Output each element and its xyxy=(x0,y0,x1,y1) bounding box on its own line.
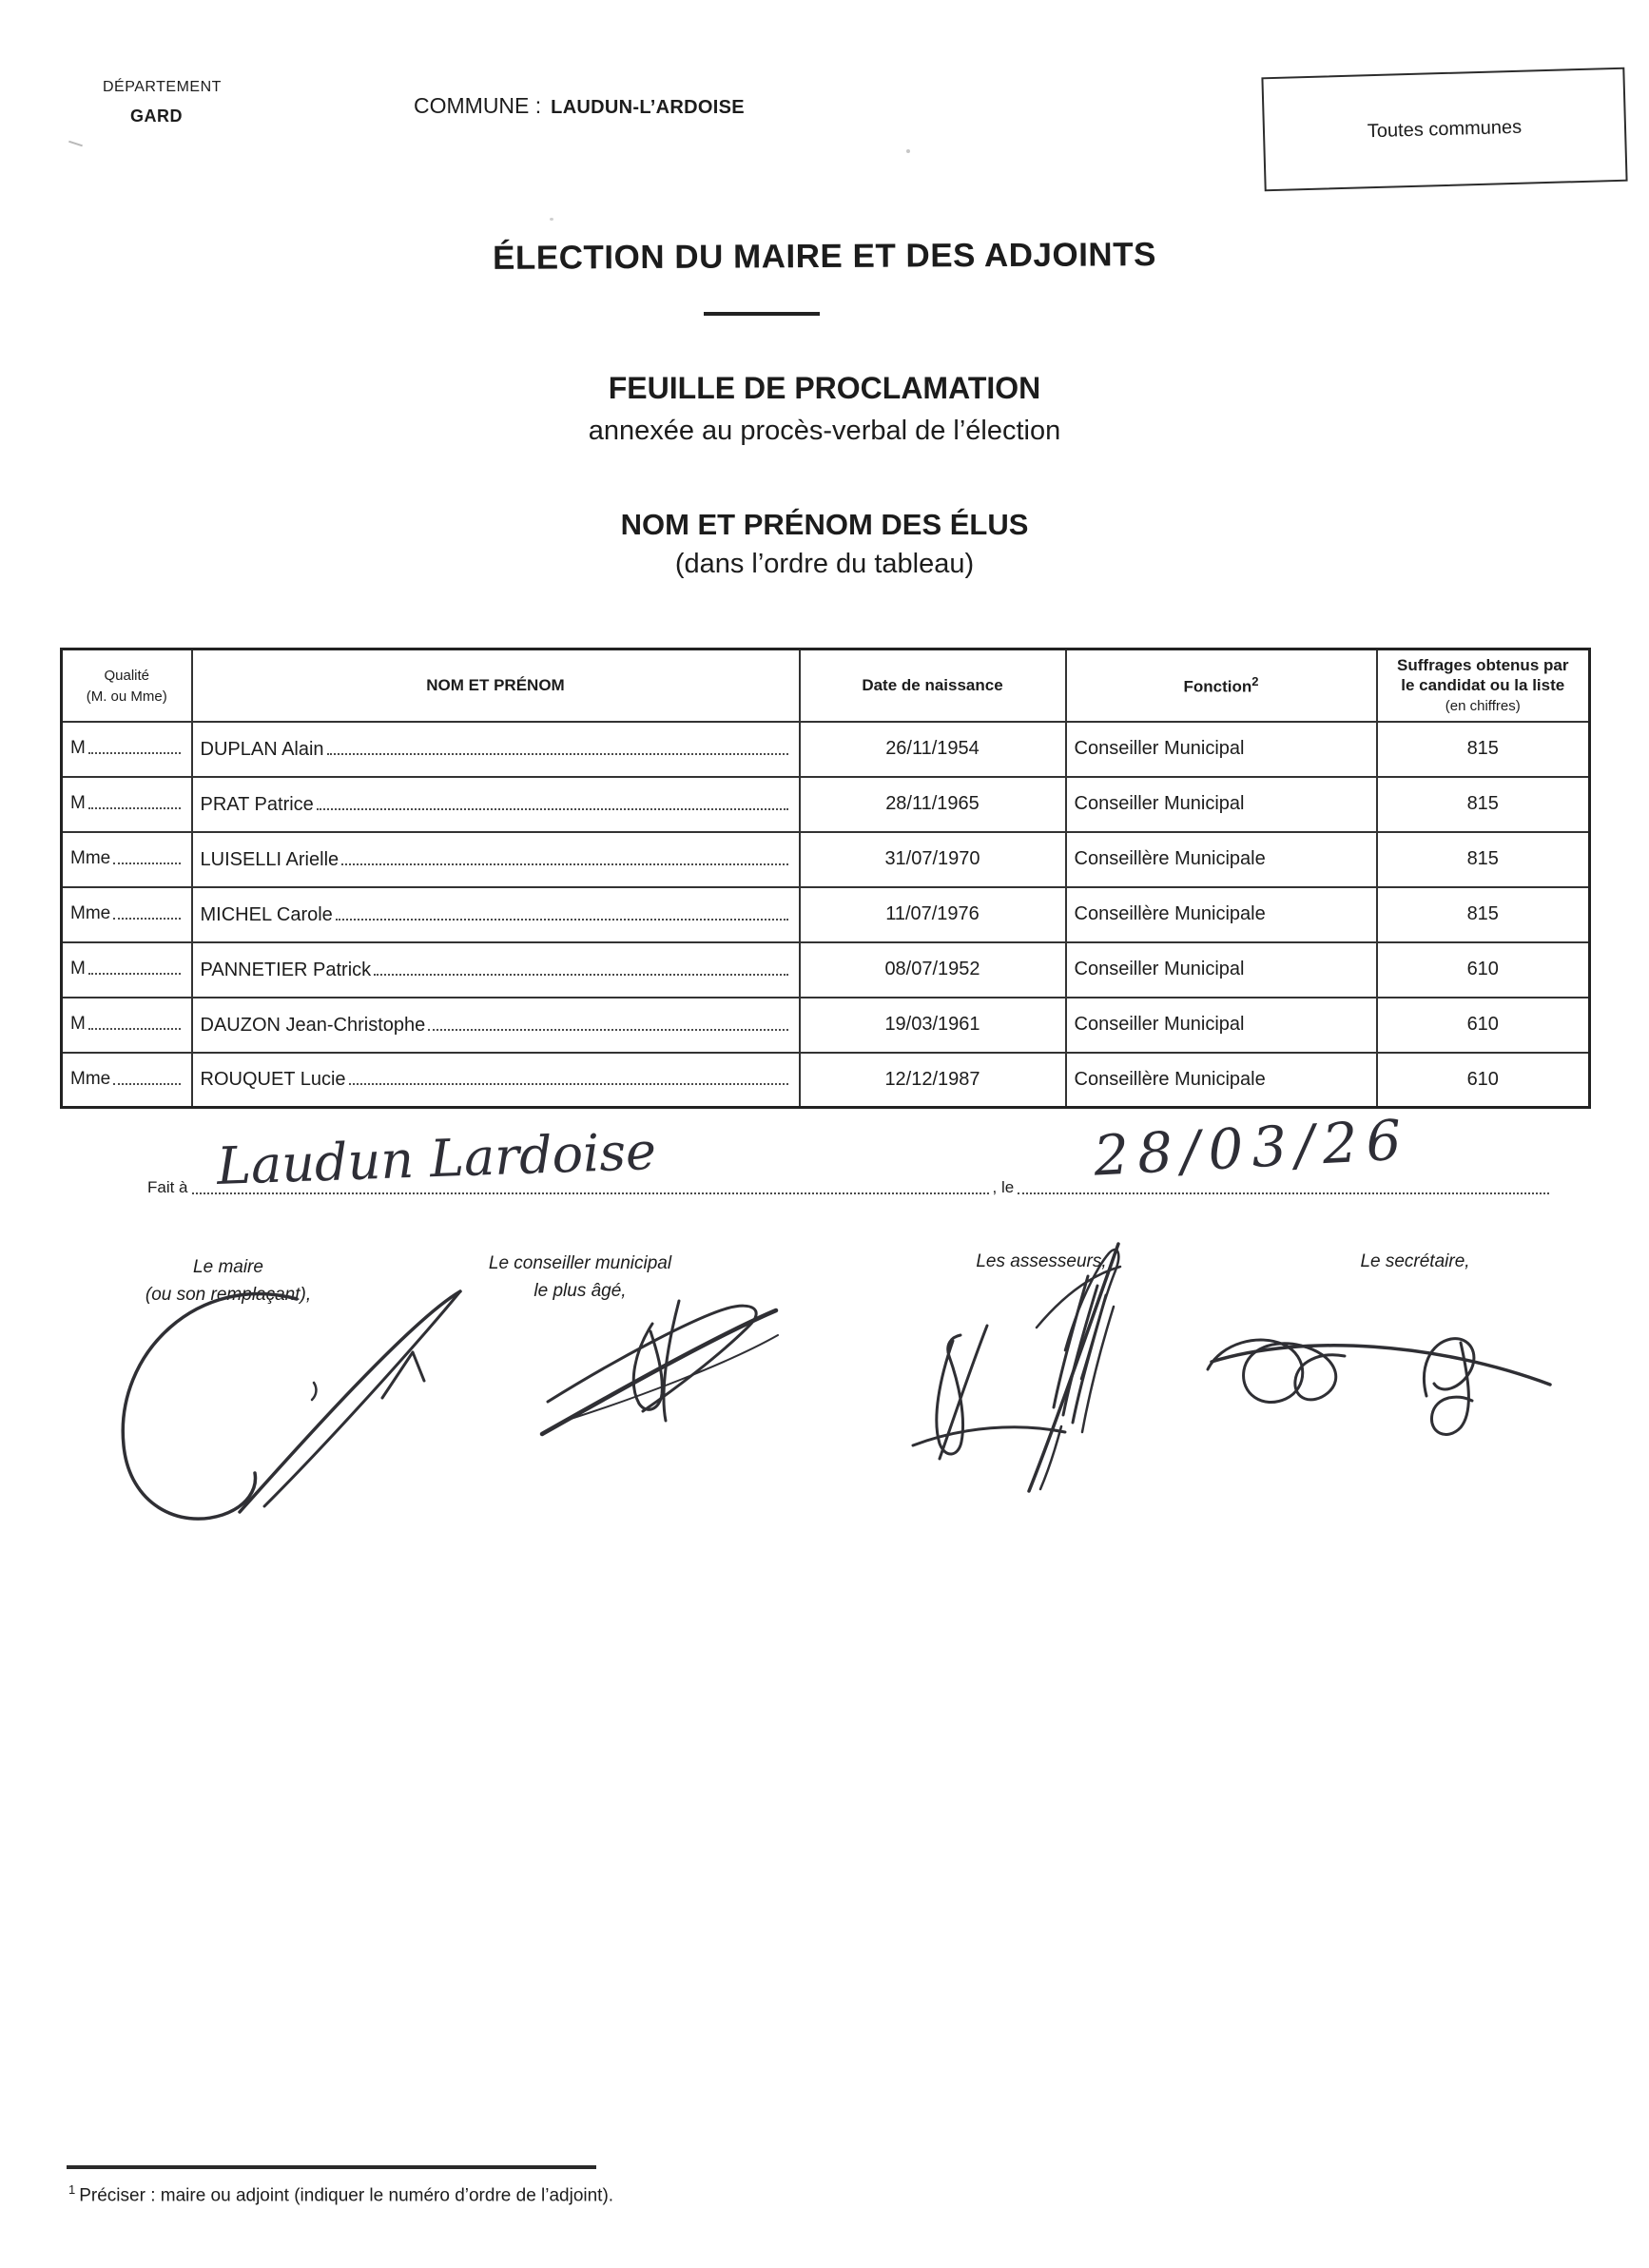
signature-conseiller xyxy=(533,1295,785,1443)
dotted-leader xyxy=(327,753,788,755)
cell-fonction: Conseillère Municipale xyxy=(1066,832,1377,887)
dotted-leader xyxy=(88,807,181,809)
header-qualite-line1: Qualité xyxy=(104,668,150,684)
fait-a-label: Fait à xyxy=(147,1178,188,1196)
table-row xyxy=(62,887,1590,942)
nom-value: DUPLAN Alain xyxy=(200,738,324,760)
elected-officials-table xyxy=(60,648,1591,1109)
cell-naissance: 26/11/1954 xyxy=(800,722,1066,777)
cell-nom xyxy=(192,1053,800,1108)
dotted-leader xyxy=(341,863,787,865)
table-row xyxy=(62,998,1590,1053)
qualite-value: Mme xyxy=(70,848,111,869)
cell-naissance: 11/07/1976 xyxy=(800,887,1066,942)
nom-value: PANNETIER Patrick xyxy=(200,959,372,980)
cell-suffrages: 610 xyxy=(1377,1053,1590,1108)
table-header-row xyxy=(62,649,1590,722)
header-fonction-label: Fonction xyxy=(1183,677,1252,696)
sheet-title: FEUILLE DE PROCLAMATION xyxy=(608,371,1041,405)
cell-nom xyxy=(192,942,800,998)
cell-fonction: Conseiller Municipal xyxy=(1066,942,1377,998)
dotted-leader xyxy=(428,1029,787,1031)
scan-artifact xyxy=(550,218,553,221)
table-row xyxy=(62,722,1590,777)
table-row xyxy=(62,942,1590,998)
cell-qualite xyxy=(62,722,192,777)
dotted-leader xyxy=(88,973,181,975)
cell-nom xyxy=(192,722,800,777)
cell-fonction: Conseiller Municipal xyxy=(1066,722,1377,777)
cell-qualite xyxy=(62,998,192,1053)
cell-suffrages: 610 xyxy=(1377,998,1590,1053)
cell-naissance: 12/12/1987 xyxy=(800,1053,1066,1108)
cell-suffrages: 610 xyxy=(1377,942,1590,998)
cell-suffrages: 815 xyxy=(1377,887,1590,942)
commune-label: COMMUNE : xyxy=(414,93,542,118)
header-suffrages-line2: le candidat ou la liste xyxy=(1401,675,1565,694)
departement-value: GARD xyxy=(130,107,183,126)
handwritten-place: Laudun Lardoise xyxy=(216,1120,657,1197)
cell-naissance: 19/03/1961 xyxy=(800,998,1066,1053)
cell-suffrages: 815 xyxy=(1377,722,1590,777)
nom-value: DAUZON Jean-Christophe xyxy=(200,1014,426,1036)
table-row xyxy=(62,1053,1590,1108)
nom-value: MICHEL Carole xyxy=(200,903,333,925)
label-line: Les assesseurs, xyxy=(976,1251,1107,1271)
scan-artifact xyxy=(68,141,83,147)
signature-secretaire xyxy=(1200,1301,1557,1448)
footnote-marker: 1 xyxy=(68,2182,76,2197)
dotted-leader xyxy=(1018,1192,1549,1194)
qualite-value: M xyxy=(70,959,86,979)
header-suffrages xyxy=(1377,649,1590,722)
qualite-value: M xyxy=(70,793,86,814)
commune-line xyxy=(414,93,745,119)
header-qualite xyxy=(62,649,192,722)
footnote-divider xyxy=(67,2165,596,2169)
dotted-leader xyxy=(88,752,181,754)
label-line: le plus âgé, xyxy=(534,1281,627,1302)
cell-suffrages: 815 xyxy=(1377,777,1590,832)
nom-value: PRAT Patrice xyxy=(200,793,314,815)
signature-label-secretaire xyxy=(1310,1248,1520,1275)
header-nom: NOM ET PRÉNOM xyxy=(192,649,800,722)
sheet-subtitle: annexée au procès-verbal de l’élection xyxy=(588,416,1061,446)
header-fonction xyxy=(1066,649,1377,722)
dotted-leader xyxy=(113,1083,180,1085)
cell-fonction: Conseillère Municipale xyxy=(1066,1053,1377,1108)
qualite-value: Mme xyxy=(70,903,111,924)
dotted-leader xyxy=(113,863,180,864)
label-line: Le conseiller municipal xyxy=(488,1253,672,1273)
list-title: NOM ET PRÉNOM DES ÉLUS xyxy=(620,508,1029,541)
header-suffrages-line3: (en chiffres) xyxy=(1445,698,1521,715)
stamp-box xyxy=(1261,68,1627,192)
dotted-leader xyxy=(336,919,788,921)
label-line: (ou son remplaçant), xyxy=(145,1285,312,1306)
cell-qualite xyxy=(62,1053,192,1108)
le-label: , le xyxy=(992,1178,1015,1196)
cell-fonction: Conseiller Municipal xyxy=(1066,998,1377,1053)
cell-fonction: Conseillère Municipale xyxy=(1066,887,1377,942)
nom-value: ROUQUET Lucie xyxy=(200,1069,346,1091)
cell-nom xyxy=(192,777,800,832)
cell-naissance: 08/07/1952 xyxy=(800,942,1066,998)
table-row xyxy=(62,832,1590,887)
dotted-leader xyxy=(317,808,788,810)
cell-fonction: Conseiller Municipal xyxy=(1066,777,1377,832)
qualite-value: M xyxy=(70,1014,86,1035)
qualite-value: Mme xyxy=(70,1068,111,1089)
footnote xyxy=(68,2182,613,2206)
title-divider xyxy=(704,312,820,316)
cell-suffrages: 815 xyxy=(1377,832,1590,887)
dotted-leader xyxy=(349,1083,788,1085)
list-subtitle: (dans l’ordre du tableau) xyxy=(674,549,975,579)
cell-qualite xyxy=(62,777,192,832)
signature-assesseurs xyxy=(902,1234,1135,1505)
signature-maire xyxy=(95,1284,471,1564)
cell-qualite xyxy=(62,887,192,942)
header-naissance: Date de naissance xyxy=(800,649,1066,722)
cell-nom xyxy=(192,998,800,1053)
table-row xyxy=(62,777,1590,832)
cell-nom xyxy=(192,887,800,942)
cell-qualite xyxy=(62,942,192,998)
footnote-text: Préciser : maire ou adjoint (indiquer le numéro d’ordre de l’adjoint). xyxy=(79,2185,614,2206)
cell-qualite xyxy=(62,832,192,887)
label-line: Le secrétaire, xyxy=(1360,1251,1470,1271)
cell-naissance: 31/07/1970 xyxy=(800,832,1066,887)
dotted-leader xyxy=(113,918,180,920)
page-title: ÉLECTION DU MAIRE ET DES ADJOINTS xyxy=(493,236,1156,277)
cell-naissance: 28/11/1965 xyxy=(800,777,1066,832)
scan-artifact xyxy=(906,149,910,153)
dotted-leader xyxy=(374,974,787,976)
handwritten-date: 28/03/26 xyxy=(1092,1107,1412,1189)
label-line: Le maire xyxy=(193,1257,263,1277)
departement-label: DÉPARTEMENT xyxy=(103,79,222,95)
nom-value: LUISELLI Arielle xyxy=(200,848,340,870)
qualite-value: M xyxy=(70,738,86,759)
header-suffrages-line1: Suffrages obtenus par xyxy=(1397,655,1569,674)
cell-nom xyxy=(192,832,800,887)
commune-value: LAUDUN-L’ARDOISE xyxy=(551,97,745,118)
dotted-leader xyxy=(88,1028,181,1030)
header-qualite-line2: (M. ou Mme) xyxy=(86,688,167,705)
footnote-ref: 2 xyxy=(1251,673,1259,688)
stamp-box-label: Toutes communes xyxy=(1367,116,1523,142)
